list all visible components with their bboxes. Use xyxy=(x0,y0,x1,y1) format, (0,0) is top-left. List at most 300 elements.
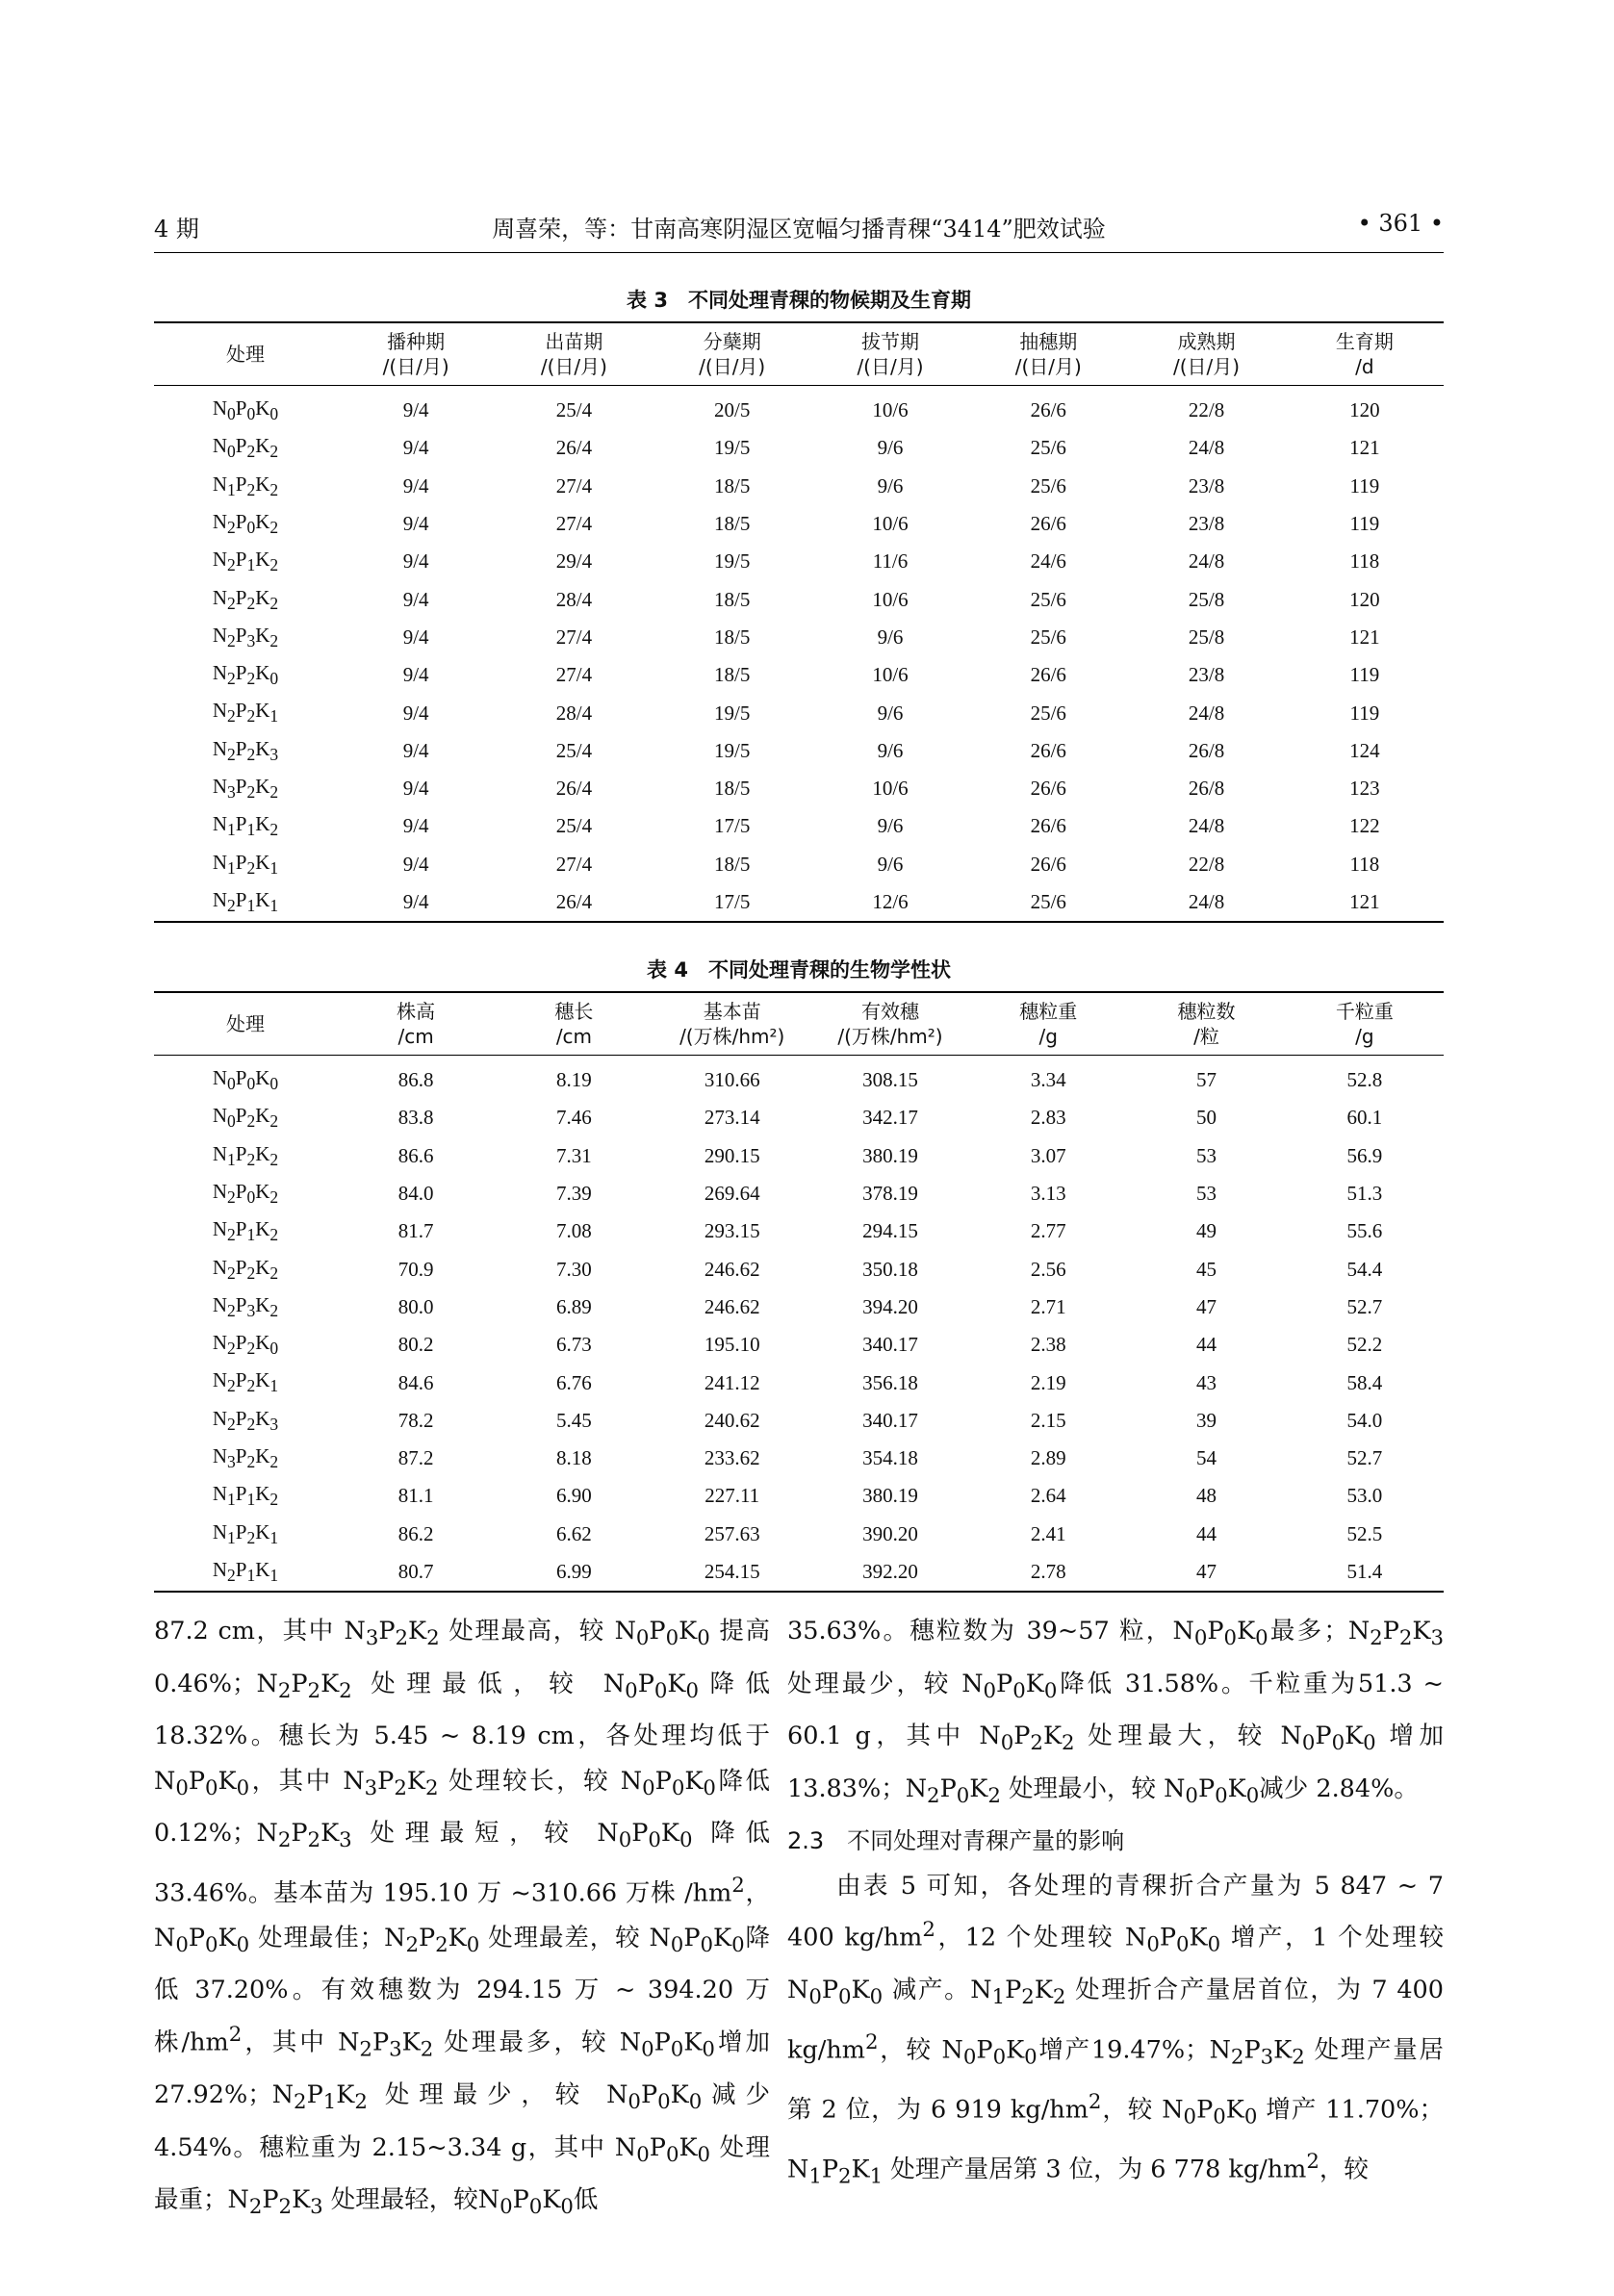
value-cell: 246.62 xyxy=(704,1257,760,1281)
value-cell: 47 xyxy=(1127,1553,1285,1592)
column-name: 成熟期 xyxy=(1177,330,1236,353)
column-name: 播种期 xyxy=(387,330,446,353)
value-cell: 2.15 xyxy=(1030,1408,1066,1432)
value-cell: 9/4 xyxy=(402,512,429,536)
value-cell: 55.6 xyxy=(1346,1219,1383,1243)
value-cell: 19/5 xyxy=(714,738,751,762)
article-title-header: 周喜荣，等：甘南高寒阴湿区宽幅匀播青稞“3414”肥效试验 xyxy=(492,216,1106,242)
table-row xyxy=(154,619,1444,656)
value-cell: 84.0 xyxy=(397,1182,434,1206)
column-name: 出苗期 xyxy=(545,330,603,353)
treatment-cell: $N_0P_2K_2$ xyxy=(212,434,279,462)
table-row xyxy=(154,694,1444,731)
value-cell: 122 xyxy=(1349,814,1380,838)
running-header xyxy=(154,206,1444,244)
treatment-cell: $N_2P_2K_0$ xyxy=(212,661,279,689)
table-row xyxy=(154,1212,1444,1250)
table-row xyxy=(154,1516,1444,1553)
value-cell: 2.19 xyxy=(1030,1370,1066,1394)
value-cell: 340.17 xyxy=(862,1408,918,1432)
value-cell: 6.99 xyxy=(495,1553,653,1592)
value-cell: 8.19 xyxy=(556,1068,592,1092)
value-cell: 26/4 xyxy=(495,883,653,922)
right-paragraph-2: 由表 5 可知，各处理的青稞折合产量为 5 847 ~ 7 400 $kg/hm^2$，12 个处理较 $N_0P_0K_0$ 增产，1 个处理较 $N_0P_0K_0$ 减产。$N_1P_2K_2$ 处理折合产量居首位，为 7 400 $kg/hm^2$，较 $N_0P_0K_0$增产19.47%；$N_2P_3K_2$ 处理产量居第 2 位，为 6 919 $kg/hm^2$，较 $N_0P_0K_0$ 增产 11.70%；$N_1P_2K_1$ 处理产量居第 3 位，为 6 778 $kg/hm^2$，较 xyxy=(787,1871,1445,2189)
table3-col-header xyxy=(811,322,969,386)
value-cell: 27/4 xyxy=(555,512,593,536)
value-cell: 308.15 xyxy=(862,1068,918,1092)
value-cell: 25/6 xyxy=(1030,587,1066,611)
column-name: 拔节期 xyxy=(860,330,919,353)
table-row xyxy=(154,1056,1444,1100)
value-cell: 294.15 xyxy=(862,1219,918,1243)
table4-biological-traits xyxy=(154,991,1444,1593)
treatment-cell: $N_2P_2K_1$ xyxy=(212,1368,279,1396)
value-cell: 6.73 xyxy=(556,1333,592,1357)
value-cell: 290.15 xyxy=(704,1143,760,1167)
value-cell: 26/6 xyxy=(1030,663,1066,687)
value-cell: 227.11 xyxy=(705,1484,760,1508)
value-cell: 18/5 xyxy=(714,587,751,611)
value-cell: 24/8 xyxy=(1188,814,1225,838)
value-cell: 10/6 xyxy=(872,663,909,687)
value-cell: 378.19 xyxy=(862,1182,918,1206)
value-cell: 121 xyxy=(1286,883,1444,922)
value-cell: 9/4 xyxy=(402,777,429,801)
value-cell: 26/6 xyxy=(1030,777,1066,801)
value-cell: 54 xyxy=(1196,1446,1217,1470)
value-cell: 19/5 xyxy=(714,549,751,574)
value-cell: 20/5 xyxy=(714,398,751,422)
treatment-cell: $N_1P_2K_2$ xyxy=(212,1141,279,1169)
table-row xyxy=(154,807,1444,845)
value-cell: 7.39 xyxy=(556,1182,592,1206)
value-cell: 44 xyxy=(1196,1521,1217,1545)
value-cell: 58.4 xyxy=(1346,1370,1383,1394)
value-cell: 8.18 xyxy=(556,1446,592,1470)
value-cell: 26/8 xyxy=(1188,777,1225,801)
value-cell: 9/4 xyxy=(402,701,429,725)
value-cell: 25/4 xyxy=(555,814,593,838)
value-cell: 23/8 xyxy=(1188,473,1225,497)
value-cell: 233.62 xyxy=(704,1446,760,1470)
value-cell: 26/6 xyxy=(1030,512,1066,536)
table-row xyxy=(154,1402,1444,1440)
treatment-cell: $N_2P_3K_2$ xyxy=(212,623,279,651)
table4-header-row xyxy=(154,992,1444,1056)
treatment-cell: $N_3P_2K_2$ xyxy=(212,775,279,803)
page-number: • 361 • xyxy=(1357,210,1444,237)
column-name: 抽穗期 xyxy=(1019,330,1078,353)
column-unit: /d xyxy=(1355,355,1374,378)
value-cell: 12/6 xyxy=(811,883,969,922)
right-paragraph-1: 35.63%。穗粒数为 39~57 粒，$N_0P_0K_0$最多；$N_2P_2K_3$ 处理最少，较 $N_0P_0K_0$降低 31.58%。千粒重为51.3 ~ 60.1 g，其中 $N_0P_2K_2$ 处理最大，较 $N_0P_0K_0$ 增加 13.83%；$N_2P_0K_2$ 处理最小，较 $N_0P_0K_0$减少 2.84%。 xyxy=(787,1617,1445,1808)
treatment-cell: $N_2P_3K_2$ xyxy=(212,1292,279,1321)
table3-col-header xyxy=(653,322,811,386)
treatment-cell: $N_0P_0K_0$ xyxy=(212,396,279,424)
value-cell: 9/4 xyxy=(402,473,429,497)
value-cell: 24/8 xyxy=(1188,436,1225,460)
section-heading: 2.3 不同处理对青稞产量的影响 xyxy=(787,1827,1125,1855)
table-row xyxy=(154,1288,1444,1326)
value-cell: 27/4 xyxy=(555,625,593,649)
value-cell: 26/6 xyxy=(1030,738,1066,762)
value-cell: 26/4 xyxy=(555,436,593,460)
value-cell: 45 xyxy=(1196,1257,1217,1281)
value-cell: 43 xyxy=(1196,1370,1217,1394)
value-cell: 54.0 xyxy=(1346,1408,1383,1432)
value-cell: 56.9 xyxy=(1346,1143,1383,1167)
treatment-cell: $N_2P_1K_2$ xyxy=(212,548,279,575)
value-cell: 380.19 xyxy=(862,1484,918,1508)
value-cell: 241.12 xyxy=(704,1370,760,1394)
value-cell: 195.10 xyxy=(704,1333,760,1357)
value-cell: 52.2 xyxy=(1346,1333,1383,1357)
value-cell: 310.66 xyxy=(704,1068,760,1092)
value-cell: 2.56 xyxy=(1030,1257,1066,1281)
value-cell: 49 xyxy=(1196,1219,1217,1243)
value-cell: 86.2 xyxy=(397,1521,434,1545)
value-cell: 29/4 xyxy=(555,549,593,574)
value-cell: 44 xyxy=(1196,1333,1217,1357)
value-cell: 25/4 xyxy=(555,738,593,762)
value-cell: 24/8 xyxy=(1188,701,1225,725)
value-cell: 24/8 xyxy=(1127,883,1285,922)
value-cell: 52.8 xyxy=(1346,1068,1383,1092)
value-cell: 7.31 xyxy=(556,1143,592,1167)
value-cell: 9/4 xyxy=(402,549,429,574)
value-cell: 80.2 xyxy=(397,1333,434,1357)
table-row xyxy=(154,1440,1444,1477)
value-cell: 24/6 xyxy=(1030,549,1066,574)
value-cell: 9/6 xyxy=(877,814,904,838)
value-cell: 81.1 xyxy=(397,1484,434,1508)
table3-caption: 表 3 不同处理青稞的物候期及生育期 xyxy=(627,289,971,312)
table4-col-header xyxy=(1127,992,1285,1056)
column-name: 有效穗 xyxy=(860,1000,919,1023)
table3-body xyxy=(154,386,1444,923)
table-row xyxy=(154,656,1444,694)
value-cell: 25/6 xyxy=(1030,436,1066,460)
value-cell: 119 xyxy=(1349,663,1380,687)
value-cell: 10/6 xyxy=(872,398,909,422)
treatment-cell: $N_1P_1K_2$ xyxy=(212,1482,279,1510)
value-cell: 2.71 xyxy=(1030,1294,1066,1318)
column-name: 株高 xyxy=(397,1000,436,1023)
value-cell: 10/6 xyxy=(872,512,909,536)
column-unit: /(日/月) xyxy=(1173,355,1241,378)
column-name: 千粒重 xyxy=(1335,1000,1394,1023)
value-cell: 9/4 xyxy=(402,625,429,649)
column-name: 基本苗 xyxy=(703,1000,761,1023)
value-cell: 2.89 xyxy=(1030,1446,1066,1470)
treatment-cell: $N_2P_0K_2$ xyxy=(212,509,279,538)
treatment-cell: $N_1P_2K_2$ xyxy=(212,472,279,499)
value-cell: 54.4 xyxy=(1346,1257,1383,1281)
value-cell: 19/5 xyxy=(714,436,751,460)
value-cell: 354.18 xyxy=(862,1446,918,1470)
value-cell: 2.83 xyxy=(1030,1106,1066,1130)
value-cell: 2.41 xyxy=(1030,1521,1066,1545)
issue-number: 4 期 xyxy=(154,216,199,242)
column-unit: /(日/月) xyxy=(1014,355,1082,378)
value-cell: 120 xyxy=(1349,398,1380,422)
value-cell: 18/5 xyxy=(714,473,751,497)
table-row xyxy=(154,846,1444,883)
value-cell: 60.1 xyxy=(1346,1106,1383,1130)
treatment-cell: $N_1P_2K_1$ xyxy=(212,1519,279,1547)
treatment-cell: $N_2P_2K_0$ xyxy=(212,1331,279,1359)
value-cell: 394.20 xyxy=(862,1294,918,1318)
column-unit: /(日/月) xyxy=(857,355,924,378)
value-cell: 380.19 xyxy=(862,1143,918,1167)
value-cell: 2.78 xyxy=(969,1553,1127,1592)
value-cell: 9/4 xyxy=(402,852,429,876)
value-cell: 26/6 xyxy=(1030,852,1066,876)
value-cell: 25/8 xyxy=(1188,587,1225,611)
treatment-cell: $N_1P_2K_1$ xyxy=(212,850,279,878)
table-row xyxy=(154,732,1444,770)
value-cell: 5.45 xyxy=(556,1408,592,1432)
value-cell: 9/4 xyxy=(402,738,429,762)
value-cell: 53.0 xyxy=(1346,1484,1383,1508)
value-cell: 340.17 xyxy=(862,1333,918,1357)
table3-col-header xyxy=(969,322,1127,386)
table-row xyxy=(154,1326,1444,1364)
value-cell: 86.6 xyxy=(397,1143,434,1167)
header-rule xyxy=(154,252,1444,253)
value-cell: 78.2 xyxy=(397,1408,434,1432)
value-cell: 86.8 xyxy=(397,1068,434,1092)
value-cell: 18/5 xyxy=(714,625,751,649)
column-unit: /g xyxy=(1038,1025,1058,1048)
table3-col-header xyxy=(495,322,653,386)
value-cell: 87.2 xyxy=(397,1446,434,1470)
table-row xyxy=(154,1137,1444,1175)
value-cell: 3.07 xyxy=(1030,1143,1066,1167)
value-cell: 70.9 xyxy=(397,1257,434,1281)
value-cell: 51.4 xyxy=(1286,1553,1444,1592)
value-cell: 17/5 xyxy=(653,883,811,922)
value-cell: 18/5 xyxy=(714,777,751,801)
body-column-left xyxy=(154,1609,770,2231)
value-cell: 6.89 xyxy=(556,1294,592,1318)
table3-col-header xyxy=(1286,322,1444,386)
value-cell: 7.30 xyxy=(556,1257,592,1281)
table-row xyxy=(154,505,1444,543)
treatment-cell: $N_0P_2K_2$ xyxy=(212,1104,279,1132)
value-cell: 22/8 xyxy=(1188,852,1225,876)
value-cell: 119 xyxy=(1349,473,1380,497)
value-cell: 2.64 xyxy=(1030,1484,1066,1508)
value-cell: 9/4 xyxy=(402,814,429,838)
body-column-right xyxy=(787,1609,1444,2200)
value-cell: 23/8 xyxy=(1188,663,1225,687)
column-unit: /g xyxy=(1355,1025,1374,1048)
table-row xyxy=(154,1250,1444,1288)
value-cell: 121 xyxy=(1349,436,1380,460)
table-row xyxy=(154,580,1444,618)
value-cell: 25/6 xyxy=(1030,473,1066,497)
treatment-cell: $N_2P_1K_1$ xyxy=(154,1553,337,1592)
treatment-cell: $N_2P_2K_3$ xyxy=(212,736,279,764)
table4-col-header xyxy=(811,992,969,1056)
value-cell: 240.62 xyxy=(704,1408,760,1432)
value-cell: 27/4 xyxy=(555,473,593,497)
value-cell: 26/8 xyxy=(1188,738,1225,762)
treatment-cell: $N_2P_0K_2$ xyxy=(212,1179,279,1208)
column-name: 处理 xyxy=(226,1012,265,1035)
value-cell: 390.20 xyxy=(862,1521,918,1545)
column-unit: /(万株/hm²) xyxy=(837,1025,943,1048)
column-name: 处理 xyxy=(226,343,265,366)
column-unit: /(万株/hm²) xyxy=(679,1025,785,1048)
value-cell: 257.63 xyxy=(704,1521,760,1545)
value-cell: 9/4 xyxy=(402,436,429,460)
value-cell: 246.62 xyxy=(704,1294,760,1318)
value-cell: 2.77 xyxy=(1030,1219,1066,1243)
table4-col-header xyxy=(1286,992,1444,1056)
value-cell: 17/5 xyxy=(714,814,751,838)
value-cell: 9/6 xyxy=(877,701,904,725)
table4-body xyxy=(154,1056,1444,1593)
value-cell: 52.7 xyxy=(1346,1446,1383,1470)
value-cell: 293.15 xyxy=(704,1219,760,1243)
value-cell: 26/4 xyxy=(555,777,593,801)
table-row xyxy=(154,1364,1444,1401)
value-cell: 9/6 xyxy=(877,625,904,649)
value-cell: 83.8 xyxy=(397,1106,434,1130)
table4-caption: 表 4 不同处理青稞的生物学性状 xyxy=(647,958,951,982)
column-name: 生育期 xyxy=(1335,330,1394,353)
table-row xyxy=(154,1175,1444,1212)
column-unit: /(日/月) xyxy=(540,355,607,378)
value-cell: 26/6 xyxy=(1030,398,1066,422)
table-row xyxy=(154,1477,1444,1515)
value-cell: 11/6 xyxy=(872,549,909,574)
value-cell: 123 xyxy=(1349,777,1380,801)
value-cell: 22/8 xyxy=(1188,398,1225,422)
value-cell: 342.17 xyxy=(862,1106,918,1130)
value-cell: 28/4 xyxy=(555,587,593,611)
value-cell: 6.76 xyxy=(556,1370,592,1394)
value-cell: 25/6 xyxy=(1030,625,1066,649)
value-cell: 51.3 xyxy=(1346,1182,1383,1206)
value-cell: 7.08 xyxy=(556,1219,592,1243)
value-cell: 3.34 xyxy=(1030,1068,1066,1092)
table3-phenology xyxy=(154,321,1444,923)
value-cell: 25/8 xyxy=(1188,625,1225,649)
value-cell: 9/6 xyxy=(877,473,904,497)
value-cell: 84.6 xyxy=(397,1370,434,1394)
treatment-cell: $N_2P_2K_3$ xyxy=(212,1406,279,1434)
value-cell: 9/6 xyxy=(877,852,904,876)
column-unit: /cm xyxy=(397,1025,434,1048)
table-row xyxy=(154,1553,1444,1592)
value-cell: 50 xyxy=(1196,1106,1217,1130)
value-cell: 48 xyxy=(1196,1484,1217,1508)
value-cell: 350.18 xyxy=(862,1257,918,1281)
value-cell: 27/4 xyxy=(555,663,593,687)
value-cell: 10/6 xyxy=(872,777,909,801)
value-cell: 39 xyxy=(1196,1408,1217,1432)
value-cell: 124 xyxy=(1349,738,1380,762)
value-cell: 254.15 xyxy=(653,1553,811,1592)
left-paragraph: 87.2 cm，其中 $N_3P_2K_2$ 处理最高，较 $N_0P_0K_0$ 提高 0.46%；$N_2P_2K_2$ 处理最低，较 $N_0P_0K_0$降低 18.32%。穗长为 5.45 ~ 8.19 cm，各处理均低于 $N_0P_0K_0$，其中 $N_3P_2K_2$ 处理较长，较 $N_0P_0K_0$降低 0.12%；$N_2P_2K_3$ 处理最短，较 $N_0P_0K_0$ 降低 33.46%。基本苗为 195.10 万 ~310.66 万株 $/hm^2$，$N_0P_0K_0$ 处理最佳；$N_2P_2K_0$ 处理最差，较 $N_0P_0K_0$降低 37.20%。有效穗数为 294.15 万 ~ 394.20 万株$/hm^2$，其中 $N_2P_3K_2$ 处理最多，较 $N_0P_0K_0$增加 27.92%；$N_2P_1K_2$ 处理最少，较 $N_0P_0K_0$减少 4.54%。穗粒重为 2.15~3.34 g，其中 $N_0P_0K_0$ 处理最重；$N_2P_2K_3$ 处理最轻，较$N_0P_0K_0$低 xyxy=(154,1617,771,2220)
value-cell: 27/4 xyxy=(555,852,593,876)
value-cell: 52.7 xyxy=(1346,1294,1383,1318)
column-unit: /cm xyxy=(555,1025,593,1048)
value-cell: 57 xyxy=(1196,1068,1217,1092)
value-cell: 19/5 xyxy=(714,701,751,725)
value-cell: 28/4 xyxy=(555,701,593,725)
value-cell: 6.90 xyxy=(556,1484,592,1508)
value-cell: 26/6 xyxy=(1030,814,1066,838)
table4-col-header xyxy=(653,992,811,1056)
value-cell: 9/4 xyxy=(402,398,429,422)
column-name: 穗粒重 xyxy=(1019,1000,1078,1023)
value-cell: 3.13 xyxy=(1030,1182,1066,1206)
value-cell: 9/6 xyxy=(877,738,904,762)
value-cell: 18/5 xyxy=(714,852,751,876)
value-cell: 25/6 xyxy=(969,883,1127,922)
table-row xyxy=(154,883,1444,922)
value-cell: 53 xyxy=(1196,1143,1217,1167)
table-row xyxy=(154,386,1444,430)
value-cell: 53 xyxy=(1196,1182,1217,1206)
table-row xyxy=(154,770,1444,807)
column-name: 穗长 xyxy=(554,1000,594,1023)
value-cell: 392.20 xyxy=(811,1553,969,1592)
column-unit: /(日/月) xyxy=(382,355,449,378)
value-cell: 80.0 xyxy=(397,1294,434,1318)
value-cell: 356.18 xyxy=(862,1370,918,1394)
value-cell: 2.38 xyxy=(1030,1333,1066,1357)
table4-col-header xyxy=(495,992,653,1056)
treatment-cell: $N_0P_0K_0$ xyxy=(212,1066,279,1094)
value-cell: 9/4 xyxy=(402,587,429,611)
value-cell: 119 xyxy=(1349,701,1380,725)
value-cell: 47 xyxy=(1196,1294,1217,1318)
value-cell: 18/5 xyxy=(714,512,751,536)
table3-header-row xyxy=(154,322,1444,386)
table4-col-header xyxy=(969,992,1127,1056)
value-cell: 23/8 xyxy=(1188,512,1225,536)
column-unit: /(日/月) xyxy=(699,355,766,378)
value-cell: 269.64 xyxy=(704,1182,760,1206)
value-cell: 9/4 xyxy=(402,663,429,687)
treatment-cell: $N_2P_2K_2$ xyxy=(212,585,279,613)
table-row xyxy=(154,468,1444,505)
treatment-cell: $N_2P_1K_2$ xyxy=(212,1217,279,1245)
value-cell: 25/6 xyxy=(1030,701,1066,725)
value-cell: 121 xyxy=(1349,625,1380,649)
value-cell: 10/6 xyxy=(872,587,909,611)
value-cell: 52.5 xyxy=(1346,1521,1383,1545)
treatment-cell: $N_2P_2K_2$ xyxy=(212,1255,279,1283)
value-cell: 24/8 xyxy=(1188,549,1225,574)
table3-col-header xyxy=(154,322,337,386)
treatment-cell: $N_2P_1K_1$ xyxy=(154,883,337,922)
value-cell: 18/5 xyxy=(714,663,751,687)
value-cell: 25/4 xyxy=(555,398,593,422)
value-cell: 9/6 xyxy=(877,436,904,460)
table-row xyxy=(154,1099,1444,1136)
value-cell: 80.7 xyxy=(337,1553,495,1592)
column-name: 穗粒数 xyxy=(1177,1000,1236,1023)
table-row xyxy=(154,543,1444,580)
table-row xyxy=(154,429,1444,467)
value-cell: 119 xyxy=(1349,512,1380,536)
